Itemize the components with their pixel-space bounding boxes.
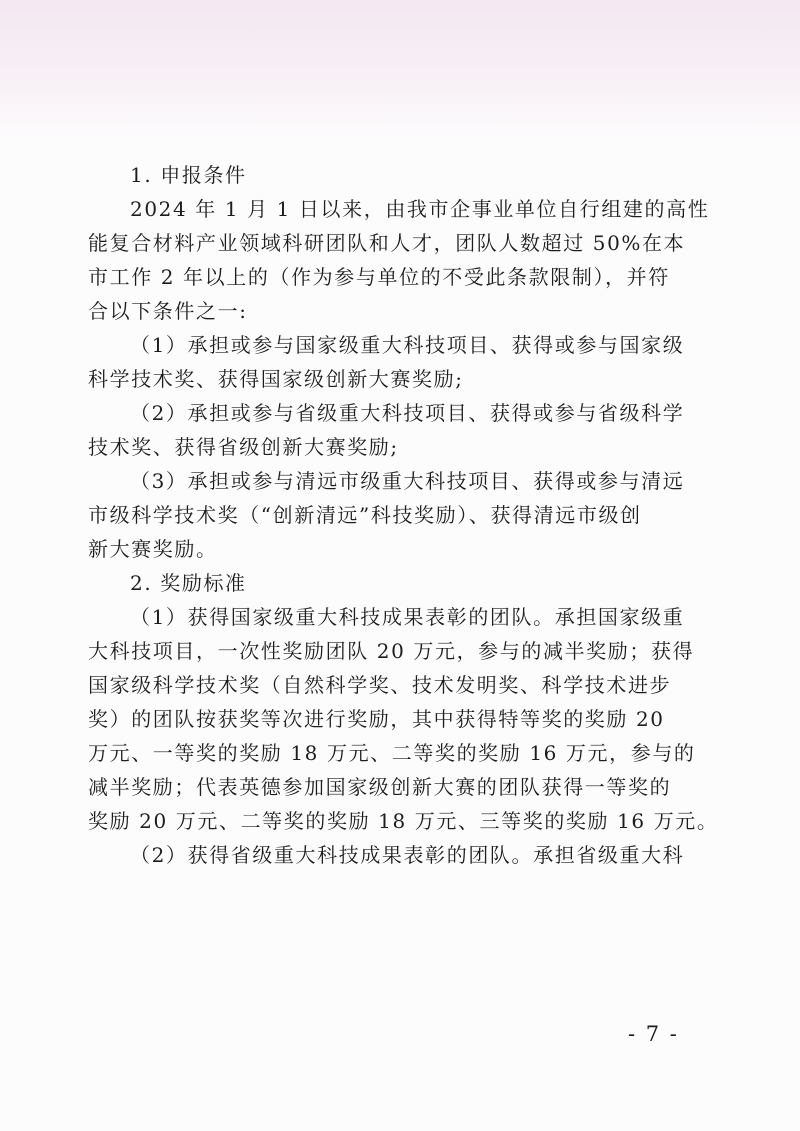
text-line: （1）承担或参与国家级重大科技项目、获得或参与国家级 — [130, 333, 685, 357]
text-line: 市级科学技术奖（“创新清远”科技奖励）、获得清远市级创 — [88, 503, 642, 527]
text-line: 市工作 2 年以上的（作为参与单位的不受此条款限制），并符 — [88, 265, 670, 289]
text-line: （3）承担或参与清远市级重大科技项目、获得或参与清远 — [130, 469, 685, 493]
text-line: （2）获得省级重大科技成果表彰的团队。承担省级重大科 — [130, 843, 685, 867]
text-line: 减半奖励；代表英德参加国家级创新大赛的团队获得一等奖的 — [88, 775, 672, 799]
text-line: （2）承担或参与省级重大科技项目、获得或参与省级科学 — [130, 401, 685, 425]
text-line: 奖）的团队按获奖等次进行奖励，其中获得特等奖的奖励 20 — [88, 707, 665, 731]
scan-tint — [0, 0, 800, 140]
text-line: 能复合材料产业领域科研团队和人才，团队人数超过 50%在本 — [88, 231, 686, 255]
text-line: 2. 奖励标准 — [130, 571, 247, 595]
document-body — [88, 158, 719, 872]
text-line: 技术奖、获得省级创新大赛奖励; — [88, 435, 399, 459]
text-line: （1）获得国家级重大科技成果表彰的团队。承担国家级重 — [130, 605, 685, 629]
text-line: 新大赛奖励。 — [88, 537, 218, 561]
text-line: 合以下条件之一: — [88, 299, 248, 323]
text-line: 奖励 20 万元、二等奖的奖励 18 万元、三等奖的奖励 16 万元。 — [88, 809, 719, 833]
text-line: 国家级科学技术奖（自然科学奖、技术发明奖、科学技术进步 — [88, 673, 672, 697]
text-line: 万元、一等奖的奖励 18 万元、二等奖的奖励 16 万元，参与的 — [88, 741, 696, 765]
text-line: 大科技项目，一次性奖励团队 20 万元，参与的减半奖励；获得 — [88, 639, 695, 663]
page-number: - 7 - — [628, 1022, 679, 1046]
text-line: 1. 申报条件 — [130, 163, 247, 187]
text-line: 2024 年 1 月 1 日以来，由我市企事业单位自行组建的高性 — [130, 197, 710, 221]
text-line: 科学技术奖、获得国家级创新大赛奖励; — [88, 367, 464, 391]
